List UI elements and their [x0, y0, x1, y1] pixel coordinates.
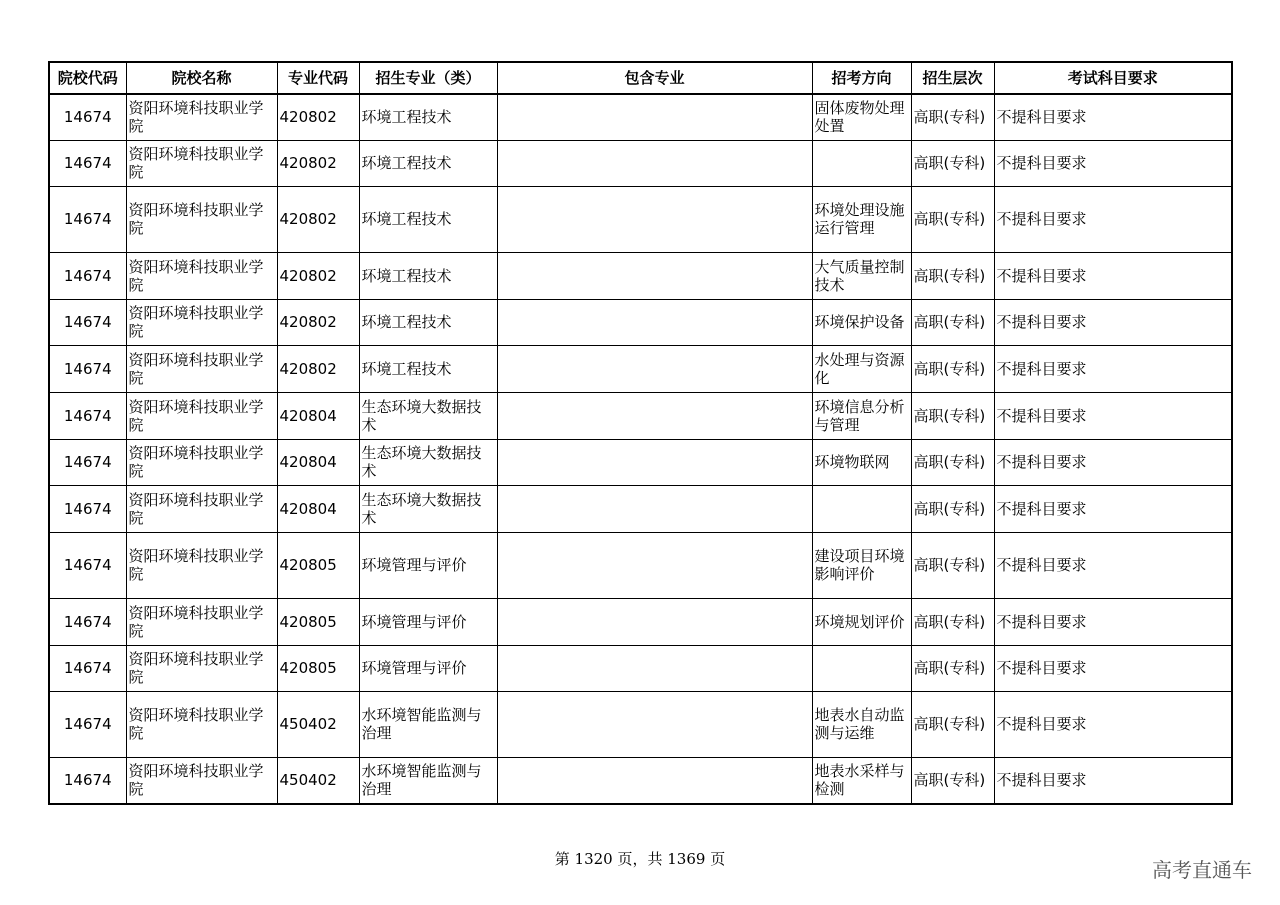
cell-major-code: 420802 — [277, 186, 359, 252]
cell-level: 高职(专科) — [911, 94, 994, 140]
cell-level: 高职(专科) — [911, 345, 994, 392]
cell-requirement: 不提科目要求 — [994, 532, 1232, 598]
cell-school-name: 资阳环境科技职业学院 — [126, 345, 277, 392]
cell-major: 环境工程技术 — [359, 186, 497, 252]
cell-school-name: 资阳环境科技职业学院 — [126, 186, 277, 252]
cell-direction — [812, 485, 911, 532]
cell-major-code: 420805 — [277, 598, 359, 645]
cell-direction: 环境处理设施运行管理 — [812, 186, 911, 252]
cell-direction: 环境物联网 — [812, 439, 911, 485]
cell-major-code: 420805 — [277, 532, 359, 598]
cell-major-code: 420802 — [277, 345, 359, 392]
cell-included-majors — [497, 299, 812, 345]
cell-level: 高职(专科) — [911, 392, 994, 439]
cell-included-majors — [497, 252, 812, 299]
cell-requirement: 不提科目要求 — [994, 299, 1232, 345]
cell-included-majors — [497, 598, 812, 645]
cell-major-code: 420802 — [277, 140, 359, 186]
cell-requirement: 不提科目要求 — [994, 485, 1232, 532]
cell-school-code: 14674 — [49, 691, 126, 757]
page-footer: 第 1320 页，共 1369 页 — [554, 850, 726, 868]
cell-school-code: 14674 — [49, 392, 126, 439]
cell-major-code: 420802 — [277, 252, 359, 299]
cell-requirement: 不提科目要求 — [994, 94, 1232, 140]
cell-level: 高职(专科) — [911, 186, 994, 252]
cell-direction: 建设项目环境影响评价 — [812, 532, 911, 598]
header-major: 招生专业（类） — [359, 62, 497, 94]
cell-major-code: 420802 — [277, 299, 359, 345]
cell-major: 水环境智能监测与治理 — [359, 691, 497, 757]
cell-major: 生态环境大数据技术 — [359, 392, 497, 439]
cell-direction: 固体废物处理处置 — [812, 94, 911, 140]
cell-school-name: 资阳环境科技职业学院 — [126, 532, 277, 598]
cell-major-code: 420804 — [277, 392, 359, 439]
table-row — [49, 345, 1232, 392]
cell-major-code: 450402 — [277, 691, 359, 757]
cell-school-code: 14674 — [49, 186, 126, 252]
cell-school-code: 14674 — [49, 299, 126, 345]
cell-direction: 环境信息分析与管理 — [812, 392, 911, 439]
cell-requirement: 不提科目要求 — [994, 252, 1232, 299]
cell-major-code: 420804 — [277, 485, 359, 532]
cell-requirement: 不提科目要求 — [994, 645, 1232, 691]
cell-level: 高职(专科) — [911, 598, 994, 645]
cell-school-name: 资阳环境科技职业学院 — [126, 252, 277, 299]
table-row — [49, 757, 1232, 804]
cell-school-code: 14674 — [49, 439, 126, 485]
cell-school-name: 资阳环境科技职业学院 — [126, 439, 277, 485]
cell-requirement: 不提科目要求 — [994, 691, 1232, 757]
cell-direction — [812, 645, 911, 691]
cell-included-majors — [497, 186, 812, 252]
cell-school-name: 资阳环境科技职业学院 — [126, 299, 277, 345]
table-row — [49, 485, 1232, 532]
table-row — [49, 532, 1232, 598]
cell-major: 生态环境大数据技术 — [359, 439, 497, 485]
cell-school-code: 14674 — [49, 532, 126, 598]
header-major-code: 专业代码 — [277, 62, 359, 94]
cell-level: 高职(专科) — [911, 299, 994, 345]
cell-school-code: 14674 — [49, 94, 126, 140]
cell-school-name: 资阳环境科技职业学院 — [126, 140, 277, 186]
cell-level: 高职(专科) — [911, 691, 994, 757]
table-row — [49, 392, 1232, 439]
header-school-name: 院校名称 — [126, 62, 277, 94]
cell-school-name: 资阳环境科技职业学院 — [126, 691, 277, 757]
cell-direction: 水处理与资源化 — [812, 345, 911, 392]
header-requirement: 考试科目要求 — [994, 62, 1232, 94]
cell-requirement: 不提科目要求 — [994, 186, 1232, 252]
table-row — [49, 691, 1232, 757]
cell-requirement: 不提科目要求 — [994, 757, 1232, 804]
cell-direction: 地表水采样与检测 — [812, 757, 911, 804]
table-row — [49, 439, 1232, 485]
table-row — [49, 94, 1232, 140]
cell-included-majors — [497, 439, 812, 485]
cell-included-majors — [497, 757, 812, 804]
cell-requirement: 不提科目要求 — [994, 140, 1232, 186]
cell-included-majors — [497, 94, 812, 140]
cell-school-name: 资阳环境科技职业学院 — [126, 598, 277, 645]
cell-direction: 环境保护设备 — [812, 299, 911, 345]
cell-level: 高职(专科) — [911, 485, 994, 532]
header-school-code: 院校代码 — [49, 62, 126, 94]
cell-included-majors — [497, 691, 812, 757]
table-row — [49, 598, 1232, 645]
cell-level: 高职(专科) — [911, 757, 994, 804]
cell-school-name: 资阳环境科技职业学院 — [126, 392, 277, 439]
table-row — [49, 186, 1232, 252]
cell-direction — [812, 140, 911, 186]
cell-school-code: 14674 — [49, 252, 126, 299]
cell-included-majors — [497, 345, 812, 392]
cell-major-code: 420805 — [277, 645, 359, 691]
cell-major: 环境工程技术 — [359, 252, 497, 299]
cell-included-majors — [497, 140, 812, 186]
table-row — [49, 140, 1232, 186]
cell-direction: 大气质量控制技术 — [812, 252, 911, 299]
watermark: 高考直通车 — [1152, 858, 1252, 882]
cell-school-code: 14674 — [49, 345, 126, 392]
cell-major: 生态环境大数据技术 — [359, 485, 497, 532]
cell-school-code: 14674 — [49, 757, 126, 804]
cell-included-majors — [497, 532, 812, 598]
cell-major: 环境管理与评价 — [359, 532, 497, 598]
cell-requirement: 不提科目要求 — [994, 439, 1232, 485]
cell-level: 高职(专科) — [911, 532, 994, 598]
cell-requirement: 不提科目要求 — [994, 392, 1232, 439]
table-row — [49, 645, 1232, 691]
cell-requirement: 不提科目要求 — [994, 598, 1232, 645]
cell-direction: 环境规划评价 — [812, 598, 911, 645]
cell-major: 水环境智能监测与治理 — [359, 757, 497, 804]
header-row — [49, 62, 1232, 94]
header-direction: 招考方向 — [812, 62, 911, 94]
cell-included-majors — [497, 392, 812, 439]
admissions-table — [48, 61, 1233, 805]
cell-major: 环境工程技术 — [359, 345, 497, 392]
header-level: 招生层次 — [911, 62, 994, 94]
cell-requirement: 不提科目要求 — [994, 345, 1232, 392]
cell-level: 高职(专科) — [911, 645, 994, 691]
cell-major-code: 420802 — [277, 94, 359, 140]
cell-level: 高职(专科) — [911, 439, 994, 485]
cell-school-code: 14674 — [49, 485, 126, 532]
cell-major: 环境工程技术 — [359, 140, 497, 186]
cell-major-code: 450402 — [277, 757, 359, 804]
cell-school-code: 14674 — [49, 598, 126, 645]
cell-major-code: 420804 — [277, 439, 359, 485]
table-row — [49, 299, 1232, 345]
cell-major: 环境管理与评价 — [359, 645, 497, 691]
cell-school-name: 资阳环境科技职业学院 — [126, 485, 277, 532]
cell-major: 环境工程技术 — [359, 94, 497, 140]
cell-direction: 地表水自动监测与运维 — [812, 691, 911, 757]
cell-included-majors — [497, 645, 812, 691]
cell-school-name: 资阳环境科技职业学院 — [126, 757, 277, 804]
cell-school-name: 资阳环境科技职业学院 — [126, 94, 277, 140]
cell-level: 高职(专科) — [911, 252, 994, 299]
cell-school-name: 资阳环境科技职业学院 — [126, 645, 277, 691]
cell-major: 环境管理与评价 — [359, 598, 497, 645]
cell-school-code: 14674 — [49, 645, 126, 691]
cell-school-code: 14674 — [49, 140, 126, 186]
cell-major: 环境工程技术 — [359, 299, 497, 345]
header-included-majors: 包含专业 — [497, 62, 812, 94]
cell-level: 高职(专科) — [911, 140, 994, 186]
cell-included-majors — [497, 485, 812, 532]
table-row — [49, 252, 1232, 299]
